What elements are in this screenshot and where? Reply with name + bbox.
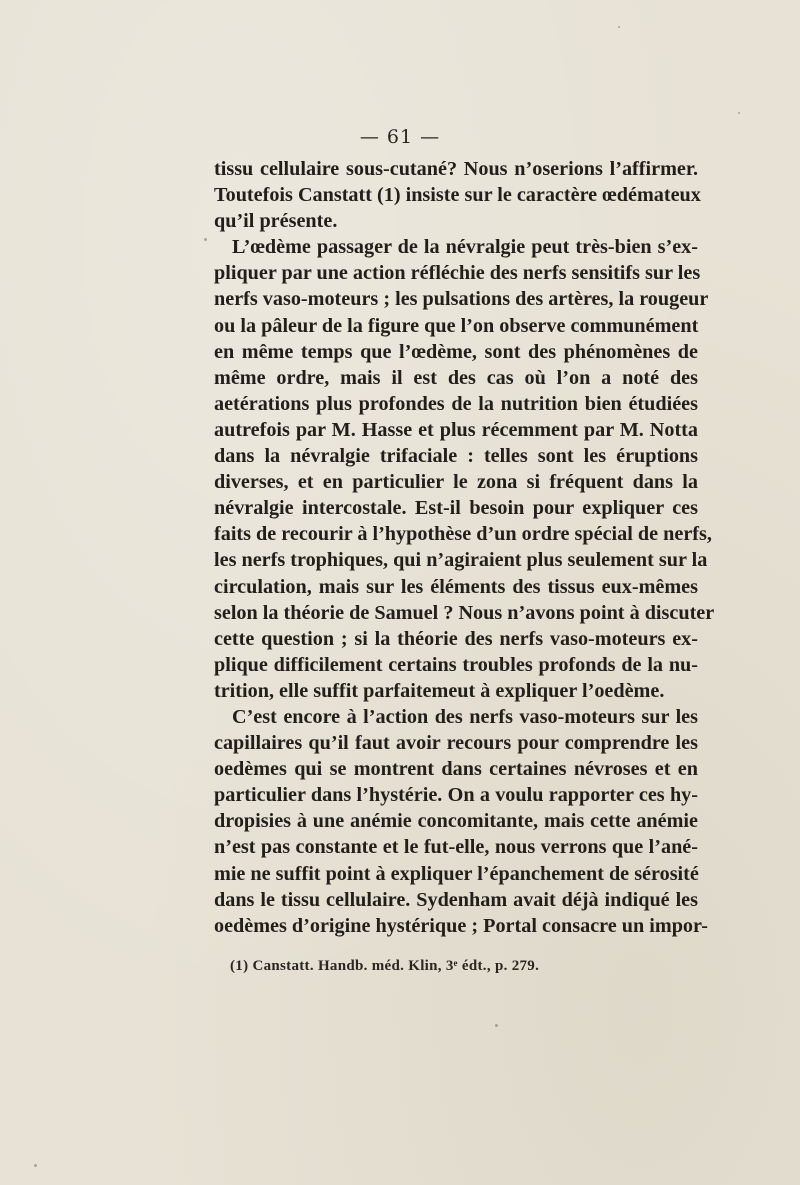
page-number: — 61 — (359, 126, 441, 148)
paper-speck (618, 26, 620, 28)
text-line: en même temps que l’œdème, sont des phénomènes de (214, 340, 698, 363)
text-line: capillaires qu’il faut avoir recours pour comprendre les (214, 732, 698, 755)
text-line: particulier dans l’hystérie. On a voulu rapporter ces hy- (214, 784, 698, 807)
text-line: trition, elle suffit parfaitemeut à expliquer l’oedème. (214, 679, 665, 702)
footnote: (1) Canstatt. Handb. méd. Klin, 3ᵉ édt., p. 279. (230, 958, 540, 974)
text-line: autrefois par M. Hasse et plus récemment par M. Notta (214, 418, 698, 441)
text-line: tissu cellulaire sous-cutané? Nous n’oserions l’affirmer. (214, 158, 698, 180)
text-line: diverses, et en particulier le zona si fréquent dans la (214, 471, 698, 494)
text-line: n’est pas constante et le fut-elle, nous verrons que l’ané- (214, 836, 698, 859)
text-line: faits de recourir à l’hypothèse d’un ordre spécial de nerfs, (214, 523, 712, 546)
body-text (214, 156, 715, 939)
text-line: L’œdème passager de la névralgie peut très-bien s’ex- (232, 236, 698, 259)
text-line: circulation, mais sur les éléments des tissus eux-mêmes (214, 575, 698, 598)
paper-speck (204, 238, 207, 241)
text-line: qu’il présente. (214, 210, 338, 233)
text-line: dans la névralgie trifaciale : telles sont les éruptions (214, 445, 698, 468)
text-line: C’est encore à l’action des nerfs vaso-moteurs sur les (232, 705, 698, 728)
text-line: cette question ; si la théorie des nerfs vaso-moteurs ex- (214, 627, 698, 650)
text-line: selon la théorie de Samuel ? Nous n’avons point à discuter (214, 601, 715, 624)
text-line: les nerfs trophiques, qui n’agiraient plus seulement sur la (214, 549, 708, 572)
text-line: même ordre, mais il est des cas où l’on a noté des (214, 366, 698, 389)
text-line: pliquer par une action réfléchie des nerfs sensitifs sur les (214, 262, 701, 285)
text-line: Toutefois Canstatt (1) insiste sur le caractère œdémateux (214, 184, 701, 207)
text-line: nerfs vaso-moteurs ; les pulsations des artères, la rougeur (214, 288, 709, 311)
text-line: aetérations plus profondes de la nutrition bien étudiées (214, 392, 698, 415)
text-line: oedèmes qui se montrent dans certaines névroses et en (214, 758, 698, 781)
text-line: dropisies à une anémie concomitante, mais cette anémie (214, 810, 698, 833)
text-line: oedèmes d’origine hystérique ; Portal consacre un impor- (214, 914, 708, 937)
paper-speck (34, 1164, 37, 1167)
text-line: dans le tissu cellulaire. Sydenham avait déjà indiqué les (214, 888, 698, 911)
paper-speck (495, 1024, 498, 1027)
text-line: ou la pâleur de la figure que l’on observe communément (214, 314, 699, 337)
text-line: névralgie intercostale. Est-il besoin pour expliquer ces (214, 497, 698, 520)
paper-speck (738, 112, 740, 114)
text-line: plique difficilement certains troubles profonds de la nu- (214, 653, 698, 676)
text-line: mie ne suffit point à expliquer l’épanchement de sérosité (214, 862, 699, 885)
